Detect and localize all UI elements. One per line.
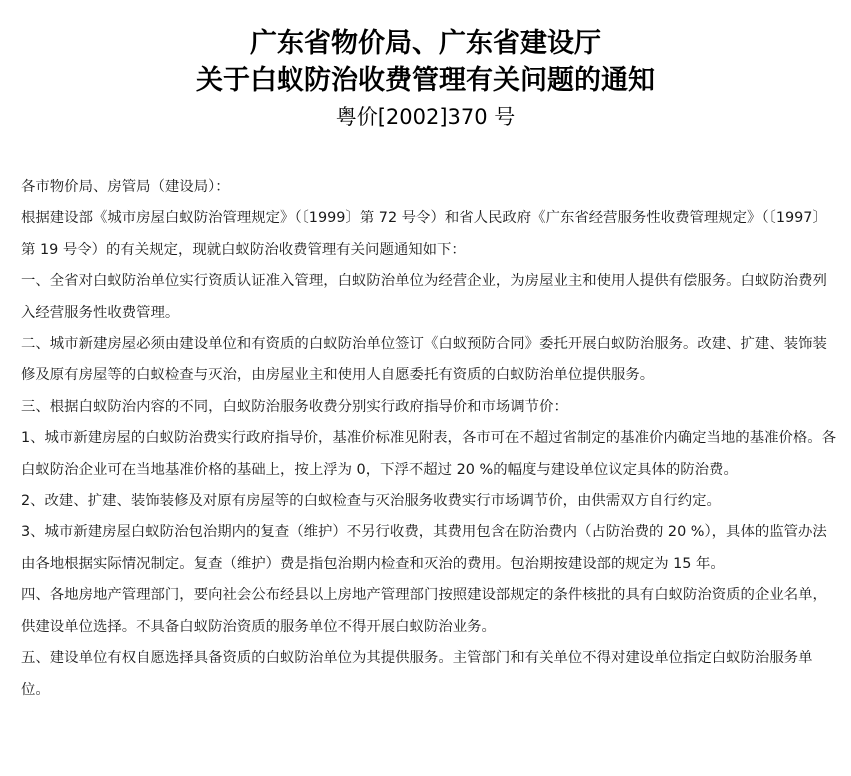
title-block <box>0 25 851 134</box>
clause-3: 三、根据白蚁防治内容的不同，白蚁防治服务收费分别实行政府指导价和市场调节价： <box>21 398 568 415</box>
clause-5: 五、建设单位有权自愿选择具备资质的白蚁防治单位为其提供服务。主管部门和有关单位不得对建设单位指定白蚁防治服务单位。 <box>21 650 813 698</box>
salutation: 各市物价局、房管局（建设局）： <box>21 179 230 195</box>
clause-4: 四、各地房地产管理部门，要向社会公布经县以上房地产管理部门按照建设部规定的条件核批的具有白蚁防治资质的企业名单，供建设单位选择。不具备白蚁防治资质的服务单位不得开展白蚁防治业务。 <box>21 587 827 635</box>
title-line-1: 广东省物价局、广东省建设厅 <box>250 28 601 59</box>
intro-paragraph: 根据建设部《城市房屋白蚁防治管理规定》（〔1999〕第 72 号令）和省人民政府《广东省经营服务性收费管理规定》（〔1997〕第 19 号令）的有关规定，现就白蚁防治收费管理有关问题通知如下： <box>21 210 827 258</box>
title-line-2: 关于白蚁防治收费管理有关问题的通知 <box>196 65 655 96</box>
clause-3-item-2: 2、改建、扩建、装饰装修及对原有房屋等的白蚁检查与灭治服务收费实行市场调节价，由供需双方自行约定。 <box>21 493 721 510</box>
document-number: 粤价[2002]370 号 <box>335 105 516 129</box>
clause-3-item-3: 3、城市新建房屋白蚁防治包治期内的复查（维护）不另行收费，其费用包含在防治费内（占防治费的 20 %），具体的监管办法由各地根据实际情况制定。复查（维护）费是指包治期内检查和灭治的费用。包治期按建设部的规定为 15 年。 <box>21 524 827 572</box>
clause-3-item-1: 1、城市新建房屋的白蚁防治费实行政府指导价，基准价标准见附表，各市可在不超过省制定的基准价内确定当地的基准价格。各白蚁防治企业可在当地基准价格的基础上，按上浮为 0，下浮不超过 20 %的幅度与建设单位议定具体的防治费。 <box>21 430 837 478</box>
clause-1: 一、全省对白蚁防治单位实行资质认证准入管理，白蚁防治单位为经营企业，为房屋业主和使用人提供有偿服务。白蚁防治费列入经营服务性收费管理。 <box>21 273 827 321</box>
clause-2: 二、城市新建房屋必须由建设单位和有资质的白蚁防治单位签订《白蚁预防合同》委托开展白蚁防治服务。改建、扩建、装饰装修及原有房屋等的白蚁检查与灭治，由房屋业主和使用人自愿委托有资质的白蚁防治单位提供服务。 <box>21 336 827 384</box>
document-body <box>21 172 837 706</box>
